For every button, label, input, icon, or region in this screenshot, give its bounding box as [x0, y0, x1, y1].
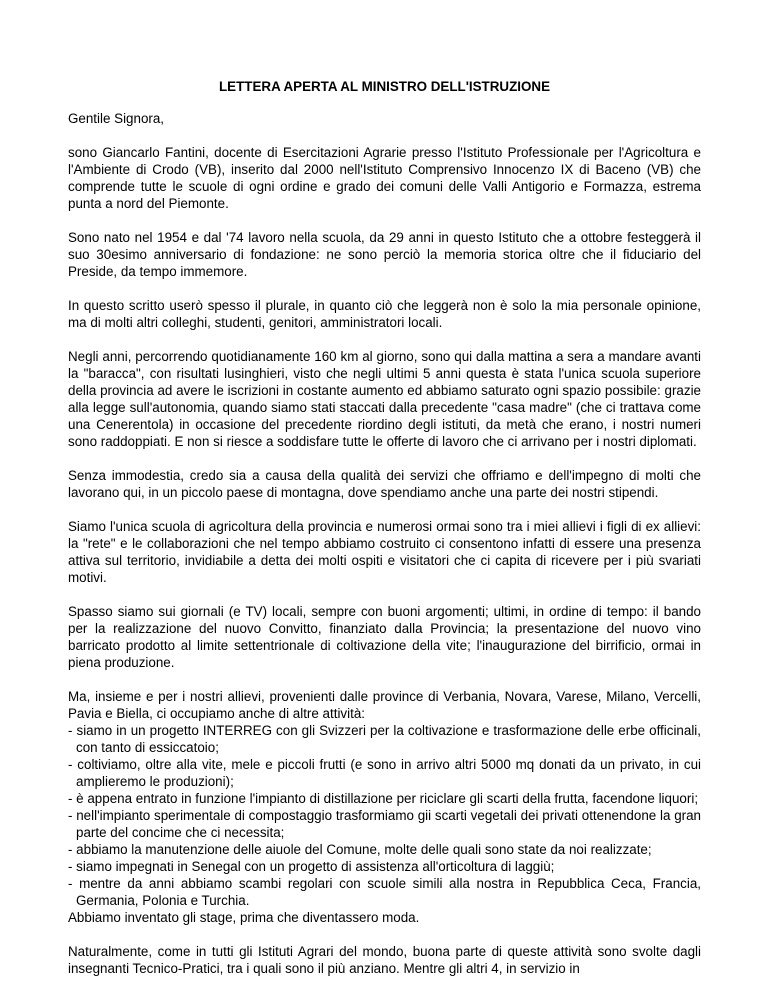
activities-list — [68, 722, 701, 909]
paragraph-2: Sono nato nel 1954 e dal '74 lavoro nella scuola, da 29 anni in questo Istituto che a ottobre festeggerà il suo 30esimo anniversario di fondazione: ne sono perciò la memoria storica oltre che il fiduciario del Preside, da tempo immemore. — [68, 230, 701, 279]
list-item: - siamo impegnati in Senegal con un progetto di assistenza all'orticoltura di laggiù; — [68, 859, 555, 874]
list-item: - mentre da anni abbiamo scambi regolari con scuole simili alla nostra in Repubblica Ceca, Francia, Germania, Polonia e Turchia. — [68, 876, 701, 908]
list-item: - abbiamo la manutenzione delle aiuole del Comune, molte delle quali sono state da noi realizzate; — [68, 842, 652, 857]
salutation: Gentile Signora, — [68, 111, 165, 126]
activities-section — [68, 688, 701, 909]
paragraph-3: In questo scritto userò spesso il plurale, in quanto ciò che leggerà non è solo la mia personale opinione, ma di molti altri colleghi, studenti, genitori, amministratori locali. — [68, 298, 701, 330]
letter-title: LETTERA APERTA AL MINISTRO DELL'ISTRUZIONE — [219, 79, 550, 94]
paragraph-1: sono Giancarlo Fantini, docente di Esercitazioni Agrarie presso l'Istituto Professionale per l'Agricoltura e l'Ambiente di Crodo (VB), inserito dal 2000 nell'Istituto Comprensivo Innocenzo IX di Baceno (VB) che comprende tutte le scuole di ogni ordine e grado dei comuni delle Valli Antigorio e Formazza, estrema punta a nord del Piemonte. — [68, 145, 701, 211]
activities-intro: Ma, insieme e per i nostri allievi, provenienti dalle province di Verbania, Novara, Varese, Milano, Vercelli, Pavia e Biella, ci occupiamo anche di altre attività: — [68, 689, 701, 721]
paragraph-6: Siamo l'unica scuola di agricoltura della provincia e numerosi ormai sono tra i miei allievi i figli di ex allievi: la "rete" e le collaborazioni che nel tempo abbiamo costruito ci consentono infatti di essere una presenza attiva sul territorio, invidiabile a detta dei molti ospiti e visitatori che ci capita di ricevere per i più svariati motivi. — [68, 519, 701, 585]
list-item: - coltiviamo, oltre alla vite, mele e piccoli frutti (e sono in arrivo altri 5000 mq donati da un privato, in cui amplieremo le produzioni); — [68, 757, 701, 789]
list-item: - siamo in un progetto INTERREG con gli Svizzeri per la coltivazione e trasformazione delle erbe officinali, con tanto di essiccatoio; — [68, 723, 701, 755]
final-paragraph: Naturalmente, come in tutti gli Istituti Agrari del mondo, buona parte di queste attività sono svolte dagli insegnanti Tecnico-Pratici, tra i quali sono il più anziano. Mentre gli altri 4, in servizio in — [68, 944, 701, 976]
paragraph-7: Spasso siamo sui giornali (e TV) locali, sempre con buoni argomenti; ultimi, in ordine di tempo: il bando per la realizzazione del nuovo Convitto, finanziato dalla Provincia; la presentazione del nuovo vino barricato prodotto al limite settentrionale di coltivazione della vite; l'inaugurazione del birrificio, ormai in piena produzione. — [68, 604, 701, 670]
list-item: - nell'impianto sperimentale di compostaggio trasformiamo gii scarti vegetali dei privati ottenendone la gran parte del concime che ci necessita; — [68, 808, 701, 840]
letter-page — [68, 78, 701, 977]
paragraph-4: Negli anni, percorrendo quotidianamente 160 km al giorno, sono qui dalla mattina a sera a mandare avanti la "baracca", con risultati lusinghieri, visto che negli ultimi 5 anni questa è stata l'unica scuola superiore della provincia ad avere le iscrizioni in costante aumento ed abbiamo saturato ogni spazio possibile: grazie alla legge sull'autonomia, quando siamo stati staccati dalla precedente "casa madre" (che ci trattava come una Cenerentola) in occasione del precedente riordino degli istituti, da metà che erano, i nostri numeri sono raddoppiati. E non si riesce a soddisfare tutte le offerte di lavoro che ci arrivano per i nostri diplomati. — [68, 349, 701, 449]
activities-closing: Abbiamo inventato gli stage, prima che diventassero moda. — [68, 910, 420, 925]
list-item: - è appena entrato in funzione l'impianto di distillazione per riciclare gli scarti della frutta, facendone liquori; — [68, 791, 699, 806]
paragraph-5: Senza immodestia, credo sia a causa della qualità dei servizi che offriamo e dell'impegno di molti che lavorano qui, in un piccolo paese di montagna, dove spendiamo anche una parte dei nostri stipendi. — [68, 468, 701, 500]
